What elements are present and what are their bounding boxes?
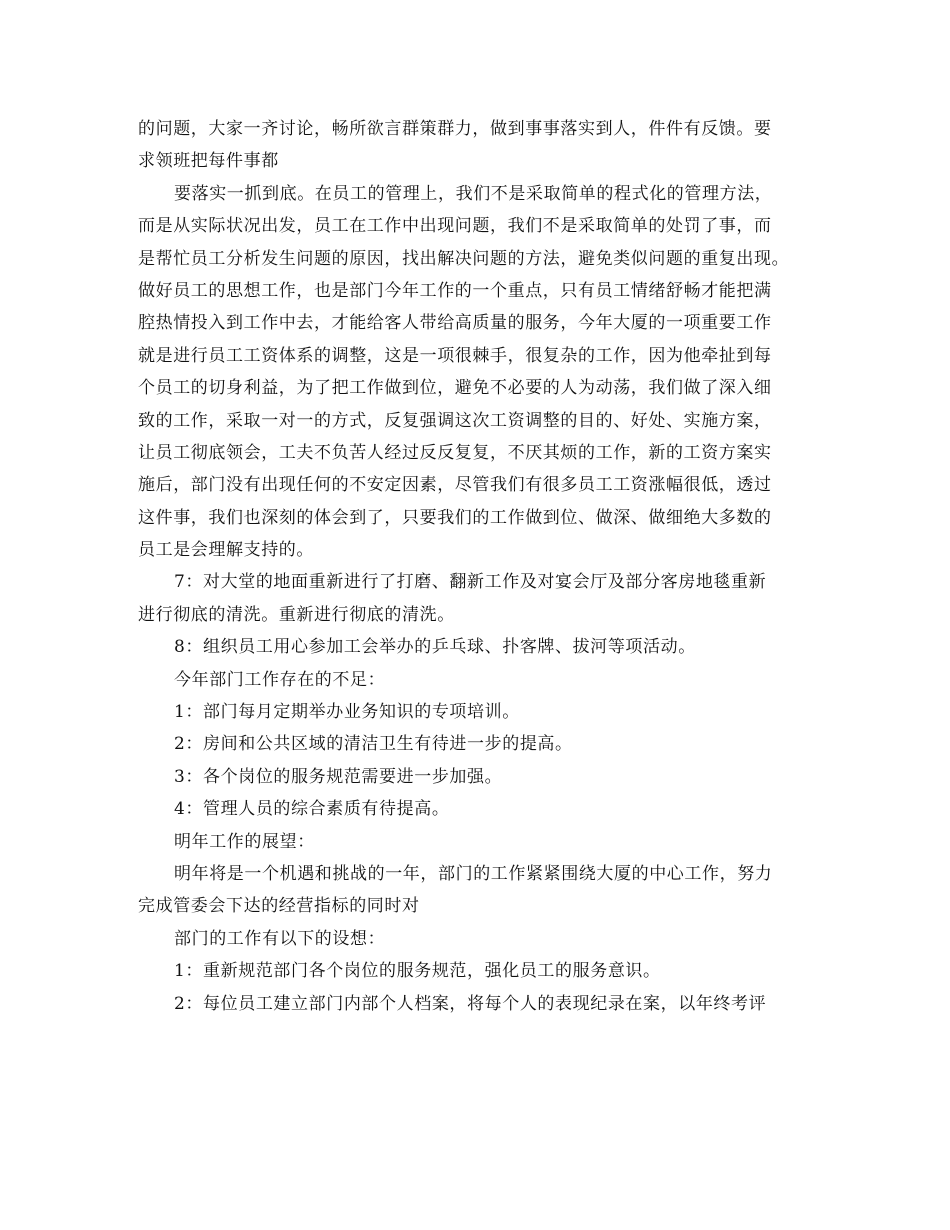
text-line: 就是进行员工工资体系的调整，这是一项很棘手，很复杂的工作，因为他牵扯到每 — [138, 345, 772, 366]
text-line: 明年将是一个机遇和挑战的一年，部门的工作紧紧围绕大厦的中心工作，努力 — [174, 863, 773, 884]
text-line: 员工是会理解支持的。 — [138, 540, 314, 561]
text-line: 完成管委会下达的经营指标的同时对 — [138, 896, 420, 917]
text-line: 1：部门每月定期举办业务知识的专项培训。 — [174, 702, 520, 723]
text-line: 2：房间和公共区域的清洁卫生有待进一步的提高。 — [174, 734, 573, 755]
text-line: 而是从实际状况出发，员工在工作中出现问题，我们不是采取简单的处罚了事，而 — [138, 216, 772, 237]
text-line: 的问题，大家一齐讨论，畅所欲言群策群力，做到事事落实到人，件件有反馈。要 — [138, 119, 772, 139]
text-line: 致的工作，采取一对一的方式，反复强调这次工资调整的目的、好处、实施方案， — [138, 410, 772, 431]
text-line: 要落实一抓到底。在员工的管理上，我们不是采取简单的程式化的管理方法， — [174, 183, 773, 204]
text-line: 施后，部门没有出现任何的不安定因素，尽管我们有很多员工工资涨幅很低，透过 — [138, 475, 772, 496]
text-line: 这件事，我们也深刻的体会到了，只要我们的工作做到位、做深、做细绝大多数的 — [138, 507, 772, 528]
text-line: 个员工的切身利益，为了把工作做到位，避免不必要的人为动荡，我们做了深入细 — [138, 378, 772, 399]
text-line: 2：每位员工建立部门内部个人档案，将每个人的表现纪录在案，以年终考评 — [174, 993, 767, 1014]
text-line: 是帮忙员工分析发生问题的原因，找出解决问题的方法，避免类似问题的重复出现。 — [138, 248, 790, 269]
text-line: 3：各个岗位的服务规范需要进一步加强。 — [174, 766, 503, 787]
text-line: 今年部门工作存在的不足： — [174, 669, 386, 690]
document-body — [138, 113, 818, 1020]
text-line: 部门的工作有以下的设想： — [174, 928, 386, 949]
text-line: 7：对大堂的地面重新进行了打磨、翻新工作及对宴会厅及部分客房地毯重新 — [174, 572, 767, 593]
text-line: 4：管理人员的综合素质有待提高。 — [174, 799, 450, 820]
text-line: 做好员工的思想工作，也是部门今年工作的一个重点，只有员工情绪舒畅才能把满 — [138, 280, 772, 301]
text-line: 1：重新规范部门各个岗位的服务规范，强化员工的服务意识。 — [174, 961, 661, 982]
text-line: 腔热情投入到工作中去，才能给客人带给高质量的服务，今年大厦的一项重要工作 — [138, 313, 772, 334]
text-line: 明年工作的展望： — [174, 831, 315, 852]
text-line: 求领班把每件事都 — [138, 151, 279, 172]
text-line: 让员工彻底领会，工夫不负苦人经过反反复复，不厌其烦的工作，新的工资方案实 — [138, 442, 772, 463]
text-line: 8：组织员工用心参加工会举办的乒乓球、扑客牌、拔河等项活动。 — [174, 637, 696, 658]
text-line: 进行彻底的清洗。重新进行彻底的清洗。 — [138, 604, 455, 625]
